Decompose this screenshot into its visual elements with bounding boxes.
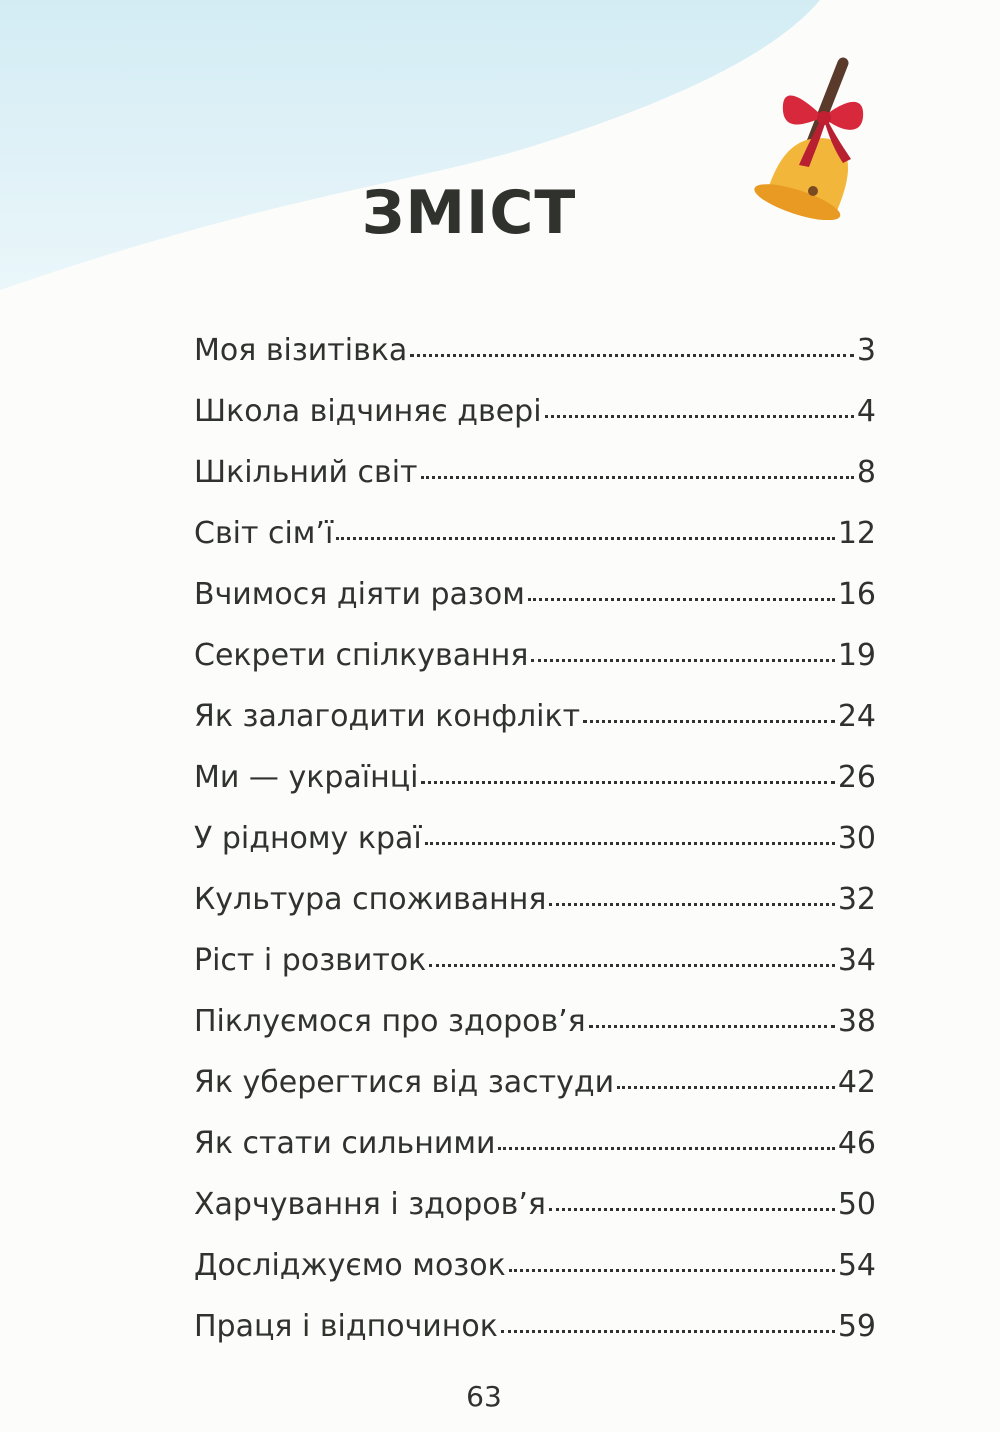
toc-entry-label: Як уберегтися від застуди [194, 1065, 615, 1100]
toc-entry [194, 1113, 876, 1174]
toc-entry [194, 1052, 876, 1113]
toc-entry-page: 16 [837, 577, 876, 612]
toc-entry-label: Піклуємося про здоров’я [194, 1004, 586, 1039]
toc-entry [194, 1235, 876, 1296]
toc-entry-page: 32 [837, 882, 876, 917]
toc-dot-leader [421, 781, 834, 784]
table-of-contents [194, 320, 876, 1357]
toc-entry-page: 24 [837, 699, 876, 734]
toc-entry-page: 38 [837, 1004, 876, 1039]
toc-entry [194, 503, 876, 564]
toc-entry [194, 686, 876, 747]
toc-entry [194, 442, 876, 503]
toc-dot-leader [336, 537, 835, 540]
toc-dot-leader [545, 415, 854, 418]
toc-entry-page: 26 [837, 760, 876, 795]
toc-dot-leader [501, 1330, 835, 1333]
toc-entry-page: 34 [837, 943, 876, 978]
toc-dot-leader [617, 1086, 835, 1089]
toc-entry-label: Світ сім’ї [194, 516, 334, 551]
toc-dot-leader [425, 842, 835, 845]
toc-entry [194, 1296, 876, 1357]
toc-entry-page: 30 [837, 821, 876, 856]
toc-entry-page: 59 [837, 1309, 876, 1344]
toc-entry-label: Ріст і розвиток [194, 943, 427, 978]
toc-dot-leader [549, 903, 834, 906]
toc-dot-leader [549, 1208, 835, 1211]
toc-entry [194, 320, 876, 381]
toc-dot-leader [509, 1269, 835, 1272]
toc-dot-leader [583, 720, 835, 723]
toc-entry [194, 564, 876, 625]
toc-dot-leader [498, 1147, 834, 1150]
toc-entry [194, 747, 876, 808]
toc-entry-page: 3 [856, 333, 876, 368]
toc-entry [194, 930, 876, 991]
toc-dot-leader [429, 964, 835, 967]
toc-dot-leader [589, 1025, 835, 1028]
toc-dot-leader [410, 354, 854, 357]
toc-entry-page: 54 [837, 1248, 876, 1283]
toc-entry-label: Досліджуємо мозок [194, 1248, 506, 1283]
toc-entry [194, 869, 876, 930]
toc-entry-label: Як залагодити конфлікт [194, 699, 581, 734]
toc-entry-page: 46 [837, 1126, 876, 1161]
toc-entry-page: 4 [856, 394, 876, 429]
toc-entry-page: 50 [837, 1187, 876, 1222]
toc-entry-page: 8 [856, 455, 876, 490]
toc-dot-leader [421, 476, 854, 479]
toc-entry-label: Як стати сильними [194, 1126, 496, 1161]
toc-entry-label: Праця і відпочинок [194, 1309, 498, 1344]
toc-entry-label: Секрети спілкування [194, 638, 529, 673]
toc-dot-leader [531, 659, 834, 662]
toc-entry-label: У рідному краї [194, 821, 422, 856]
toc-entry-label: Харчування і здоров’я [194, 1187, 546, 1222]
toc-entry-label: Вчимося діяти разом [194, 577, 525, 612]
toc-entry-page: 19 [837, 638, 876, 673]
toc-entry-label: Школа відчиняє двері [194, 394, 542, 429]
toc-entry [194, 991, 876, 1052]
toc-entry-page: 12 [837, 516, 876, 551]
toc-dot-leader [528, 598, 835, 601]
toc-entry [194, 381, 876, 442]
page-number: 63 [466, 1380, 502, 1413]
toc-entry [194, 625, 876, 686]
toc-entry-label: Ми — українці [194, 760, 419, 795]
toc-entry [194, 808, 876, 869]
toc-entry-label: Культура споживання [194, 882, 547, 917]
toc-entry-label: Шкільний світ [194, 455, 418, 490]
toc-entry [194, 1174, 876, 1235]
toc-entry-label: Моя візитівка [194, 333, 408, 368]
toc-entry-page: 42 [837, 1065, 876, 1100]
page-title: ЗМІСТ [361, 178, 577, 248]
